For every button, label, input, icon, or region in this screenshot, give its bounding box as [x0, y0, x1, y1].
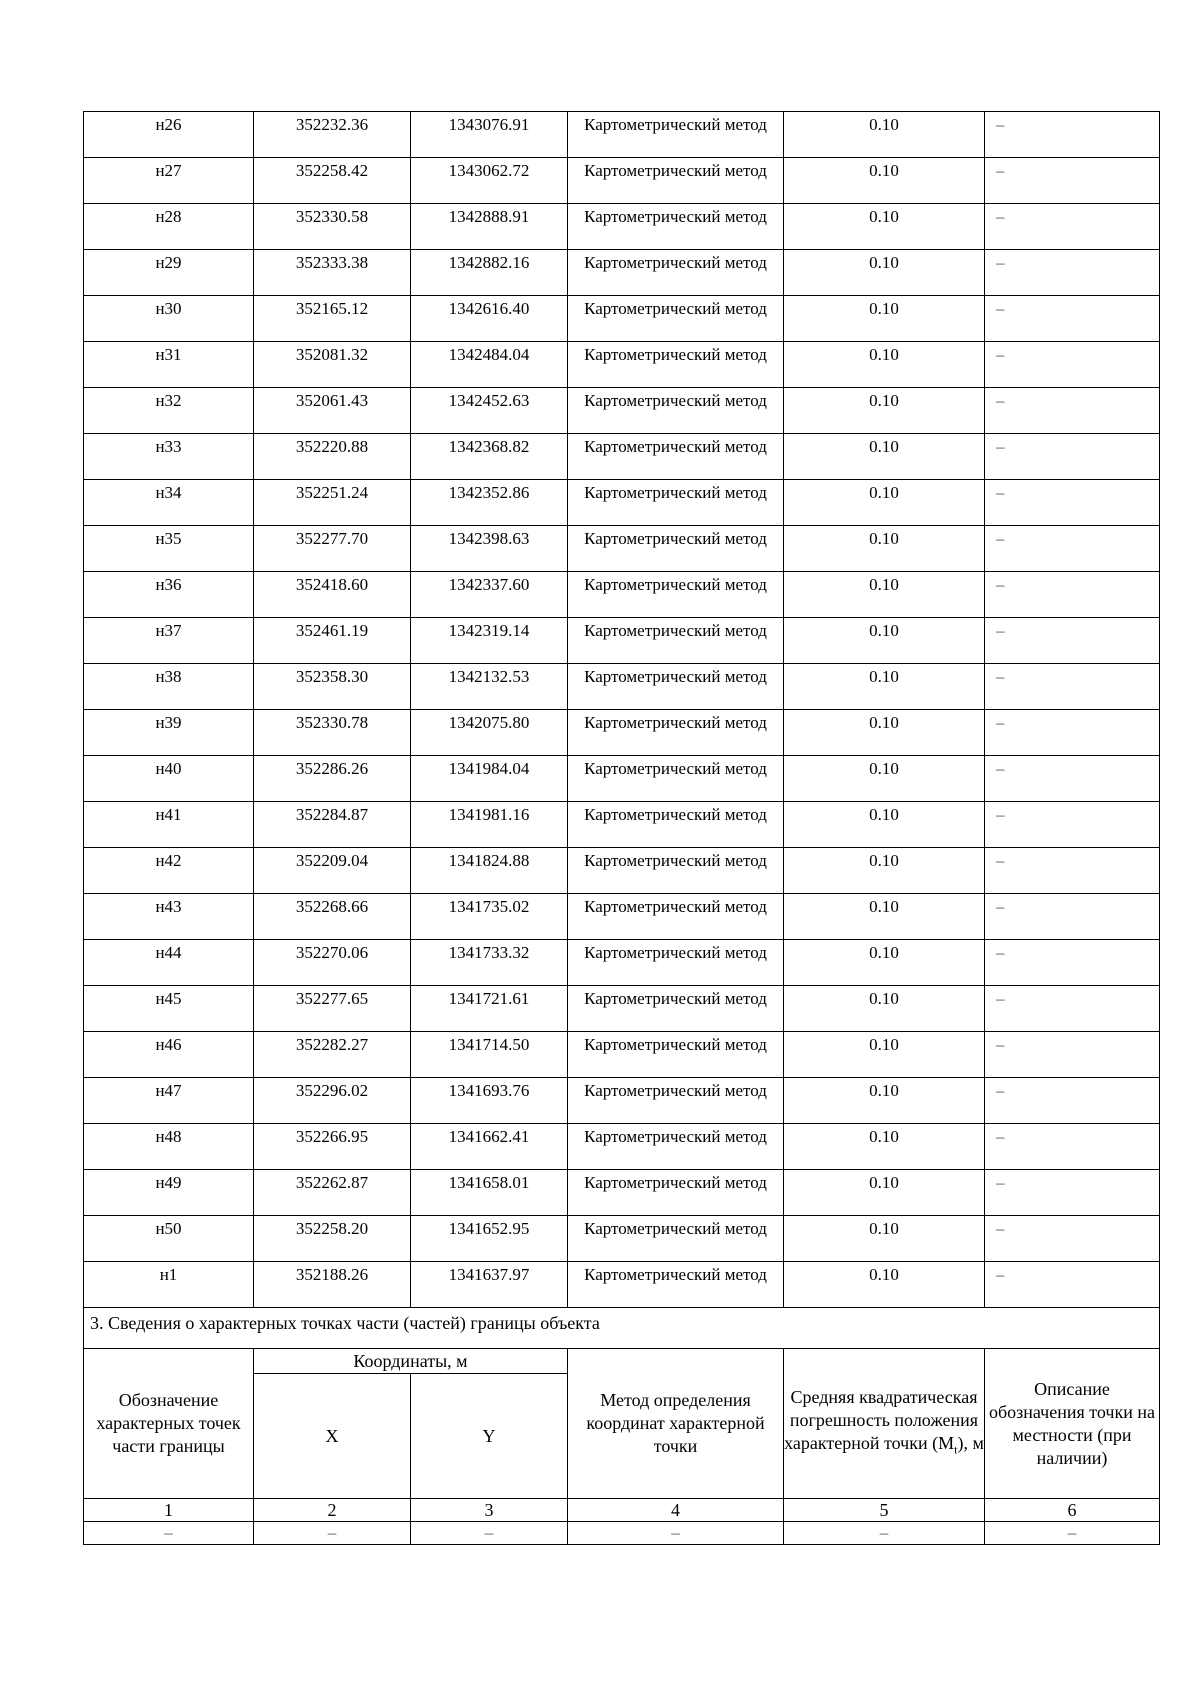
- table-row: [84, 158, 1160, 204]
- description: –: [985, 342, 1160, 388]
- header-coordinates: Координаты, м: [254, 1349, 568, 1374]
- coord-y: 1341733.32: [411, 940, 568, 986]
- coord-y: 1342452.63: [411, 388, 568, 434]
- coord-y: 1342616.40: [411, 296, 568, 342]
- point-id: н41: [84, 802, 254, 848]
- method: Картометрический метод: [568, 572, 784, 618]
- point-id: н1: [84, 1262, 254, 1308]
- column-number: 3: [411, 1499, 568, 1522]
- coord-y: 1341652.95: [411, 1216, 568, 1262]
- description: –: [985, 710, 1160, 756]
- document-page: [83, 111, 1159, 1545]
- error-value: 0.10: [784, 526, 985, 572]
- description: –: [985, 1078, 1160, 1124]
- method: Картометрический метод: [568, 618, 784, 664]
- table-row: [84, 388, 1160, 434]
- coord-x: 352232.36: [254, 112, 411, 158]
- coord-y: 1343076.91: [411, 112, 568, 158]
- coord-x: 352165.12: [254, 296, 411, 342]
- description: –: [985, 940, 1160, 986]
- coord-x: 352220.88: [254, 434, 411, 480]
- table-row: [84, 572, 1160, 618]
- column-number: 4: [568, 1499, 784, 1522]
- description: –: [985, 894, 1160, 940]
- coord-x: 352258.20: [254, 1216, 411, 1262]
- description: –: [985, 158, 1160, 204]
- coord-x: 352284.87: [254, 802, 411, 848]
- point-id: н34: [84, 480, 254, 526]
- point-id: н49: [84, 1170, 254, 1216]
- method: Картометрический метод: [568, 986, 784, 1032]
- error-value: 0.10: [784, 710, 985, 756]
- column-number: 6: [985, 1499, 1160, 1522]
- method: Картометрический метод: [568, 388, 784, 434]
- method: Картометрический метод: [568, 1078, 784, 1124]
- header-method: Метод определения координат характерной точки: [568, 1349, 784, 1499]
- description: –: [985, 1216, 1160, 1262]
- error-value: 0.10: [784, 664, 985, 710]
- coord-y: 1342337.60: [411, 572, 568, 618]
- description: –: [985, 756, 1160, 802]
- error-value: 0.10: [784, 388, 985, 434]
- coord-x: 352258.42: [254, 158, 411, 204]
- coord-y: 1341981.16: [411, 802, 568, 848]
- coord-y: 1342888.91: [411, 204, 568, 250]
- coord-y: 1341714.50: [411, 1032, 568, 1078]
- table-row: [84, 802, 1160, 848]
- table-row: [84, 986, 1160, 1032]
- description: –: [985, 618, 1160, 664]
- header-error: [784, 1349, 985, 1499]
- coord-y: 1342352.86: [411, 480, 568, 526]
- error-value: 0.10: [784, 158, 985, 204]
- error-value: 0.10: [784, 572, 985, 618]
- coord-x: 352330.58: [254, 204, 411, 250]
- method: Картометрический метод: [568, 1032, 784, 1078]
- method: Картометрический метод: [568, 296, 784, 342]
- method: Картометрический метод: [568, 894, 784, 940]
- method: Картометрический метод: [568, 112, 784, 158]
- coord-x: 352266.95: [254, 1124, 411, 1170]
- error-value: 0.10: [784, 940, 985, 986]
- empty-cell: –: [784, 1522, 985, 1545]
- coord-x: 352251.24: [254, 480, 411, 526]
- coord-x: 352188.26: [254, 1262, 411, 1308]
- coord-y: 1341984.04: [411, 756, 568, 802]
- method: Картометрический метод: [568, 940, 784, 986]
- points-table-body: [84, 112, 1160, 1308]
- method: Картометрический метод: [568, 802, 784, 848]
- section3-table: [84, 1308, 1160, 1545]
- error-value: 0.10: [784, 802, 985, 848]
- description: –: [985, 664, 1160, 710]
- point-id: н27: [84, 158, 254, 204]
- description: –: [985, 1262, 1160, 1308]
- coord-x: 352333.38: [254, 250, 411, 296]
- point-id: н35: [84, 526, 254, 572]
- coord-y: 1342368.82: [411, 434, 568, 480]
- error-value: 0.10: [784, 894, 985, 940]
- description: –: [985, 572, 1160, 618]
- point-id: н45: [84, 986, 254, 1032]
- point-id: н36: [84, 572, 254, 618]
- coord-y: 1341662.41: [411, 1124, 568, 1170]
- description: –: [985, 802, 1160, 848]
- coord-x: 352296.02: [254, 1078, 411, 1124]
- coord-y: 1343062.72: [411, 158, 568, 204]
- coord-y: 1341637.97: [411, 1262, 568, 1308]
- description: –: [985, 480, 1160, 526]
- description: –: [985, 848, 1160, 894]
- method: Картометрический метод: [568, 526, 784, 572]
- table-row: [84, 1032, 1160, 1078]
- error-value: 0.10: [784, 756, 985, 802]
- header-designation: Обозначение характерных точек части границы: [84, 1349, 254, 1499]
- description: –: [985, 1124, 1160, 1170]
- method: Картометрический метод: [568, 1262, 784, 1308]
- coord-y: 1342319.14: [411, 618, 568, 664]
- coord-y: 1342882.16: [411, 250, 568, 296]
- error-value: 0.10: [784, 1124, 985, 1170]
- error-value: 0.10: [784, 480, 985, 526]
- error-value: 0.10: [784, 296, 985, 342]
- description: –: [985, 434, 1160, 480]
- point-id: н44: [84, 940, 254, 986]
- table-row: [84, 434, 1160, 480]
- method: Картометрический метод: [568, 756, 784, 802]
- coord-x: 352330.78: [254, 710, 411, 756]
- column-number: 2: [254, 1499, 411, 1522]
- description: –: [985, 1032, 1160, 1078]
- table-row: [84, 296, 1160, 342]
- table-row: [84, 1216, 1160, 1262]
- point-id: н26: [84, 112, 254, 158]
- point-id: н39: [84, 710, 254, 756]
- table-row: [84, 618, 1160, 664]
- empty-cell: –: [84, 1522, 254, 1545]
- point-id: н46: [84, 1032, 254, 1078]
- point-id: н32: [84, 388, 254, 434]
- point-id: н48: [84, 1124, 254, 1170]
- table-row: [84, 1170, 1160, 1216]
- coord-y: 1341658.01: [411, 1170, 568, 1216]
- description: –: [985, 526, 1160, 572]
- coord-y: 1341824.88: [411, 848, 568, 894]
- coord-x: 352461.19: [254, 618, 411, 664]
- method: Картометрический метод: [568, 158, 784, 204]
- error-value: 0.10: [784, 848, 985, 894]
- coord-x: 352282.27: [254, 1032, 411, 1078]
- coord-x: 352277.65: [254, 986, 411, 1032]
- coord-x: 352418.60: [254, 572, 411, 618]
- method: Картометрический метод: [568, 204, 784, 250]
- error-value: 0.10: [784, 342, 985, 388]
- point-id: н29: [84, 250, 254, 296]
- coord-y: 1342398.63: [411, 526, 568, 572]
- point-id: н30: [84, 296, 254, 342]
- method: Картометрический метод: [568, 710, 784, 756]
- coord-x: 352270.06: [254, 940, 411, 986]
- coord-x: 352268.66: [254, 894, 411, 940]
- table-row: [84, 1262, 1160, 1308]
- header-x: X: [254, 1374, 411, 1499]
- error-value: 0.10: [784, 1032, 985, 1078]
- header-description: Описание обозначения точки на местности (при наличии): [985, 1349, 1160, 1499]
- point-id: н40: [84, 756, 254, 802]
- coord-y: 1341721.61: [411, 986, 568, 1032]
- point-id: н37: [84, 618, 254, 664]
- method: Картометрический метод: [568, 664, 784, 710]
- empty-cell: –: [985, 1522, 1160, 1545]
- table-row: [84, 480, 1160, 526]
- point-id: н50: [84, 1216, 254, 1262]
- coord-x: 352061.43: [254, 388, 411, 434]
- header-y: Y: [411, 1374, 568, 1499]
- error-value: 0.10: [784, 434, 985, 480]
- description: –: [985, 204, 1160, 250]
- method: Картометрический метод: [568, 250, 784, 296]
- error-value: 0.10: [784, 1216, 985, 1262]
- description: –: [985, 986, 1160, 1032]
- description: –: [985, 250, 1160, 296]
- error-value: 0.10: [784, 1262, 985, 1308]
- description: –: [985, 1170, 1160, 1216]
- table-row: [84, 894, 1160, 940]
- method: Картометрический метод: [568, 1124, 784, 1170]
- empty-cell: –: [568, 1522, 784, 1545]
- method: Картометрический метод: [568, 1170, 784, 1216]
- error-value: 0.10: [784, 986, 985, 1032]
- method: Картометрический метод: [568, 480, 784, 526]
- header-error-tail: ), м: [957, 1432, 984, 1453]
- point-id: н28: [84, 204, 254, 250]
- table-row: [84, 112, 1160, 158]
- error-value: 0.10: [784, 204, 985, 250]
- error-value: 0.10: [784, 618, 985, 664]
- coord-x: 352262.87: [254, 1170, 411, 1216]
- error-value: 0.10: [784, 1170, 985, 1216]
- table-row: [84, 1078, 1160, 1124]
- coord-y: 1342484.04: [411, 342, 568, 388]
- coord-x: 352209.04: [254, 848, 411, 894]
- empty-cell: –: [254, 1522, 411, 1545]
- table-row: [84, 848, 1160, 894]
- table-row: [84, 526, 1160, 572]
- point-id: н43: [84, 894, 254, 940]
- point-id: н33: [84, 434, 254, 480]
- point-id: н31: [84, 342, 254, 388]
- table-row: [84, 940, 1160, 986]
- table-row: [84, 204, 1160, 250]
- table-row: [84, 756, 1160, 802]
- error-value: 0.10: [784, 1078, 985, 1124]
- table-row: [84, 1124, 1160, 1170]
- description: –: [985, 112, 1160, 158]
- description: –: [985, 388, 1160, 434]
- section3-title: 3. Сведения о характерных точках части (частей) границы объекта: [84, 1308, 1160, 1349]
- point-id: н42: [84, 848, 254, 894]
- coord-x: 352277.70: [254, 526, 411, 572]
- method: Картометрический метод: [568, 342, 784, 388]
- point-id: н38: [84, 664, 254, 710]
- coord-y: 1342132.53: [411, 664, 568, 710]
- coord-x: 352081.32: [254, 342, 411, 388]
- error-value: 0.10: [784, 112, 985, 158]
- header-error-sub: t: [954, 1442, 958, 1457]
- point-id: н47: [84, 1078, 254, 1124]
- boundary-points-table: [83, 111, 1160, 1545]
- column-number: 5: [784, 1499, 985, 1522]
- coord-x: 352286.26: [254, 756, 411, 802]
- coord-y: 1341693.76: [411, 1078, 568, 1124]
- coord-x: 352358.30: [254, 664, 411, 710]
- coord-y: 1341735.02: [411, 894, 568, 940]
- table-row: [84, 664, 1160, 710]
- column-number: 1: [84, 1499, 254, 1522]
- method: Картометрический метод: [568, 434, 784, 480]
- empty-cell: –: [411, 1522, 568, 1545]
- table-row: [84, 710, 1160, 756]
- table-row: [84, 250, 1160, 296]
- table-row: [84, 342, 1160, 388]
- description: –: [985, 296, 1160, 342]
- error-value: 0.10: [784, 250, 985, 296]
- coord-y: 1342075.80: [411, 710, 568, 756]
- header-error-main: Средняя квадратическая погрешность положения характерной точки (M: [784, 1386, 979, 1453]
- method: Картометрический метод: [568, 1216, 784, 1262]
- method: Картометрический метод: [568, 848, 784, 894]
